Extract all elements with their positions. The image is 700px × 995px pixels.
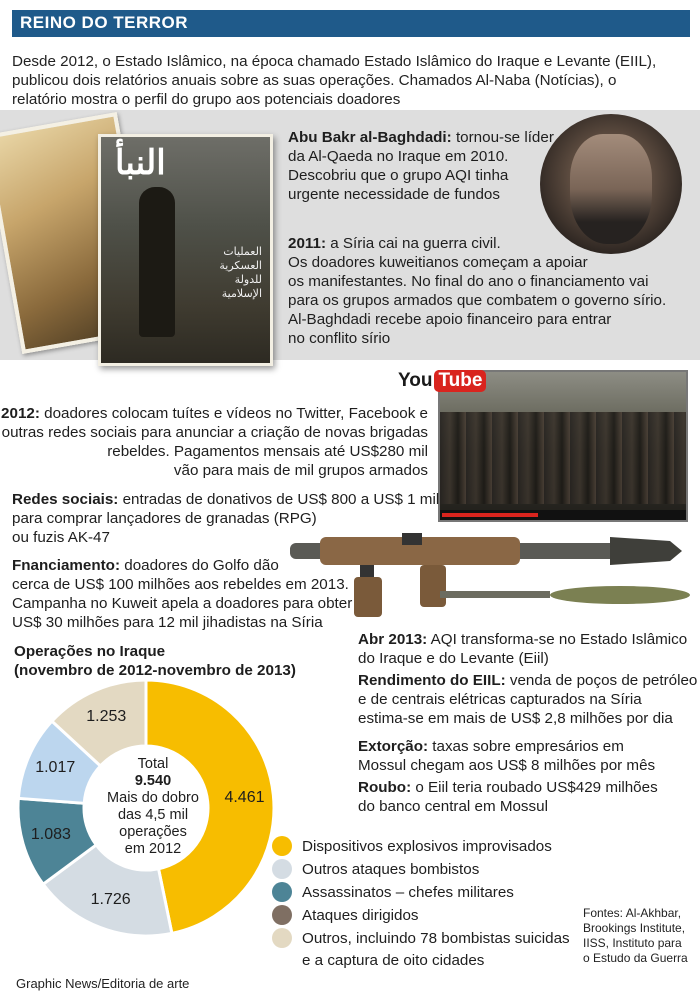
legend-item: [272, 926, 570, 950]
donut-slice-label: 1.083: [30, 826, 71, 844]
center-total: 9.540: [134, 773, 172, 789]
year-2011-text: [288, 234, 666, 348]
rpg-grenade-tail: [440, 591, 550, 598]
redes-heading: Redes sociais:: [12, 491, 119, 508]
intro-line: Desde 2012, o Estado Islâmico, na época chamado Estado Islâmico do Iraque e Levante (EIIL),: [12, 53, 657, 70]
magazine-title: النبأ: [115, 143, 166, 183]
chart-title-block: [14, 642, 296, 680]
legend-swatch: [272, 859, 292, 879]
rpg-sight: [402, 533, 422, 545]
legend-label: Dispositivos explosivos improvisados: [302, 837, 552, 855]
intro-line: relatório mostra o perfil do grupo aos potenciais doadores: [12, 91, 401, 108]
text-line: outras redes sociais para anunciar a criação de novas brigadas: [1, 424, 428, 441]
baghdadi-portrait: [540, 114, 682, 254]
legend-swatch: [272, 905, 292, 925]
baghdadi-text: [288, 128, 554, 204]
text-line: doadores do Golfo dão: [124, 557, 279, 574]
donut-slice-label: 4.461: [224, 788, 265, 806]
year-2012-text: [1, 404, 428, 480]
text-line: Descobriu que o grupo AQI tinha: [288, 167, 509, 184]
year-2011-heading: 2011:: [288, 235, 327, 252]
text-line: para os grupos armados que combatem o governo sírio.: [288, 292, 667, 309]
source-line: Brookings Institute,: [583, 921, 686, 935]
rpg-grenade: [550, 586, 690, 604]
text-line: Mossul chegam aos US$ 8 milhões por mês: [358, 757, 656, 774]
youtube-tube: Tube: [434, 370, 486, 392]
year-2012-heading: 2012:: [1, 405, 40, 422]
rendimento-text: [358, 671, 697, 728]
donut-slice-label: 1.253: [86, 708, 127, 726]
roubo-text: [358, 778, 658, 816]
donut-slice-label: 1.017: [35, 759, 76, 777]
text-line: taxas sobre empresários em: [432, 738, 624, 755]
sources-note: [583, 906, 695, 966]
text-line: venda de poços de petróleo: [509, 672, 698, 689]
text-line: urgente necessidade de fundos: [288, 186, 500, 203]
al-naba-magazine-cover: [98, 134, 273, 366]
text-line: vão para mais de mil grupos armados: [173, 462, 428, 479]
text-line: o Eiil teria roubado US$429 milhões: [415, 779, 658, 796]
text-line: entradas de donativos de US$ 800 a US$ 1 mil: [122, 491, 440, 508]
soldier-figure: [139, 187, 175, 337]
text-line: e de centrais elétricas capturados na Síria: [358, 691, 642, 708]
extorcao-text: [358, 737, 655, 775]
source-line: Fontes: Al-Akhbar,: [583, 906, 682, 920]
video-crowd-image: [440, 412, 686, 504]
financiamento-heading: Fnanciamento:: [12, 557, 121, 574]
rpg-grip-rear: [420, 565, 446, 607]
text-line: da Al-Qaeda no Iraque em 2010.: [288, 148, 509, 165]
youtube-you: You: [398, 370, 433, 391]
legend-label: Outros ataques bombistos: [302, 860, 480, 878]
text-line: estima-se em mais de US$ 2,8 milhões por dia: [358, 710, 673, 727]
text-line: tornou-se líder: [455, 129, 554, 146]
page-title: REINO DO TERROR: [20, 13, 189, 32]
center-note-line: operações: [119, 824, 187, 840]
abr-2013-heading: Abr 2013:: [358, 631, 428, 648]
source-line: o Estudo da Guerra: [583, 951, 688, 965]
center-note-line: das 4,5 mil: [117, 807, 189, 823]
rpg-warhead: [610, 537, 682, 565]
text-line: Al-Baghdadi recebe apoio financeiro para entrar: [288, 311, 612, 328]
legend-item-continuation: [302, 948, 484, 972]
text-line: do banco central em Mossul: [358, 798, 548, 815]
legend-item: [272, 857, 479, 881]
roubo-heading: Roubo:: [358, 779, 412, 796]
text-line: para comprar lançadores de granadas (RPG): [12, 510, 317, 527]
center-note-line: Mais do dobro: [107, 790, 199, 806]
legend-item: [272, 903, 419, 927]
extorcao-heading: Extorção:: [358, 738, 429, 755]
text-line: doadores colocam tuítes e vídeos no Twitter, Facebook e: [44, 405, 428, 422]
intro-paragraph: [12, 52, 688, 109]
rendimento-heading: Rendimento do EIIL:: [358, 672, 506, 689]
text-line: Os doadores kuweitianos começam a apoiar: [288, 254, 588, 271]
credit-line: Graphic News/Editoria de arte: [16, 976, 190, 991]
legend-item: [272, 834, 552, 858]
text-line: os manifestantes. No final do ano o financiamento vai: [288, 273, 649, 290]
center-label: Total: [137, 756, 169, 772]
text-line: AQI transforma-se no Estado Islâmico: [430, 631, 688, 648]
intro-line: publicou dois relatórios anuais sobre as suas operações. Chamados Al-Naba (Notícias), o: [12, 72, 617, 89]
legend-swatch: [272, 928, 292, 948]
text-line: US$ 30 milhões para 12 mil jihadistas na Síria: [12, 614, 323, 631]
youtube-logo: [398, 368, 486, 394]
donut-slice-label: 1.726: [90, 891, 131, 909]
text-line: Campanha no Kuweit apela a doadores para obter: [12, 595, 353, 612]
chart-title: Operações no Iraque: [14, 643, 166, 660]
chart-subtitle: (novembro de 2012-novembro de 2013): [14, 662, 296, 679]
legend-label: Outros, incluindo 78 bombistas suicidas: [302, 929, 570, 947]
portrait-face: [570, 134, 652, 244]
rpg-grip-front: [354, 577, 382, 617]
donut-center-text: [83, 756, 223, 858]
legend-swatch: [272, 836, 292, 856]
text-line: no conflito sírio: [288, 330, 391, 347]
legend-label: Assassinatos – chefes militares: [302, 883, 514, 901]
text-line: a Síria cai na guerra civil.: [330, 235, 501, 252]
source-line: IISS, Instituto para: [583, 936, 682, 950]
legend-label: e a captura de oito cidades: [302, 951, 485, 969]
financiamento-text: [12, 556, 352, 632]
text-line: rebeldes. Pagamentos mensais até US$280 mil: [107, 443, 428, 460]
baghdadi-heading: Abu Bakr al-Baghdadi:: [288, 129, 452, 146]
center-note-line: em 2012: [124, 841, 182, 857]
legend-swatch: [272, 882, 292, 902]
legend-item: [272, 880, 514, 904]
legend-label: Ataques dirigidos: [302, 906, 419, 924]
text-line: cerca de US$ 100 milhões aos rebeldes em 2013.: [12, 576, 349, 593]
text-line: ou fuzis AK-47: [12, 529, 110, 546]
magazine-subtitle: العمليات العسكرية للدولة الإسلامية: [219, 246, 262, 300]
text-line: do Iraque e do Levante (Eiil): [358, 650, 549, 667]
abr-2013-text: [358, 630, 687, 668]
